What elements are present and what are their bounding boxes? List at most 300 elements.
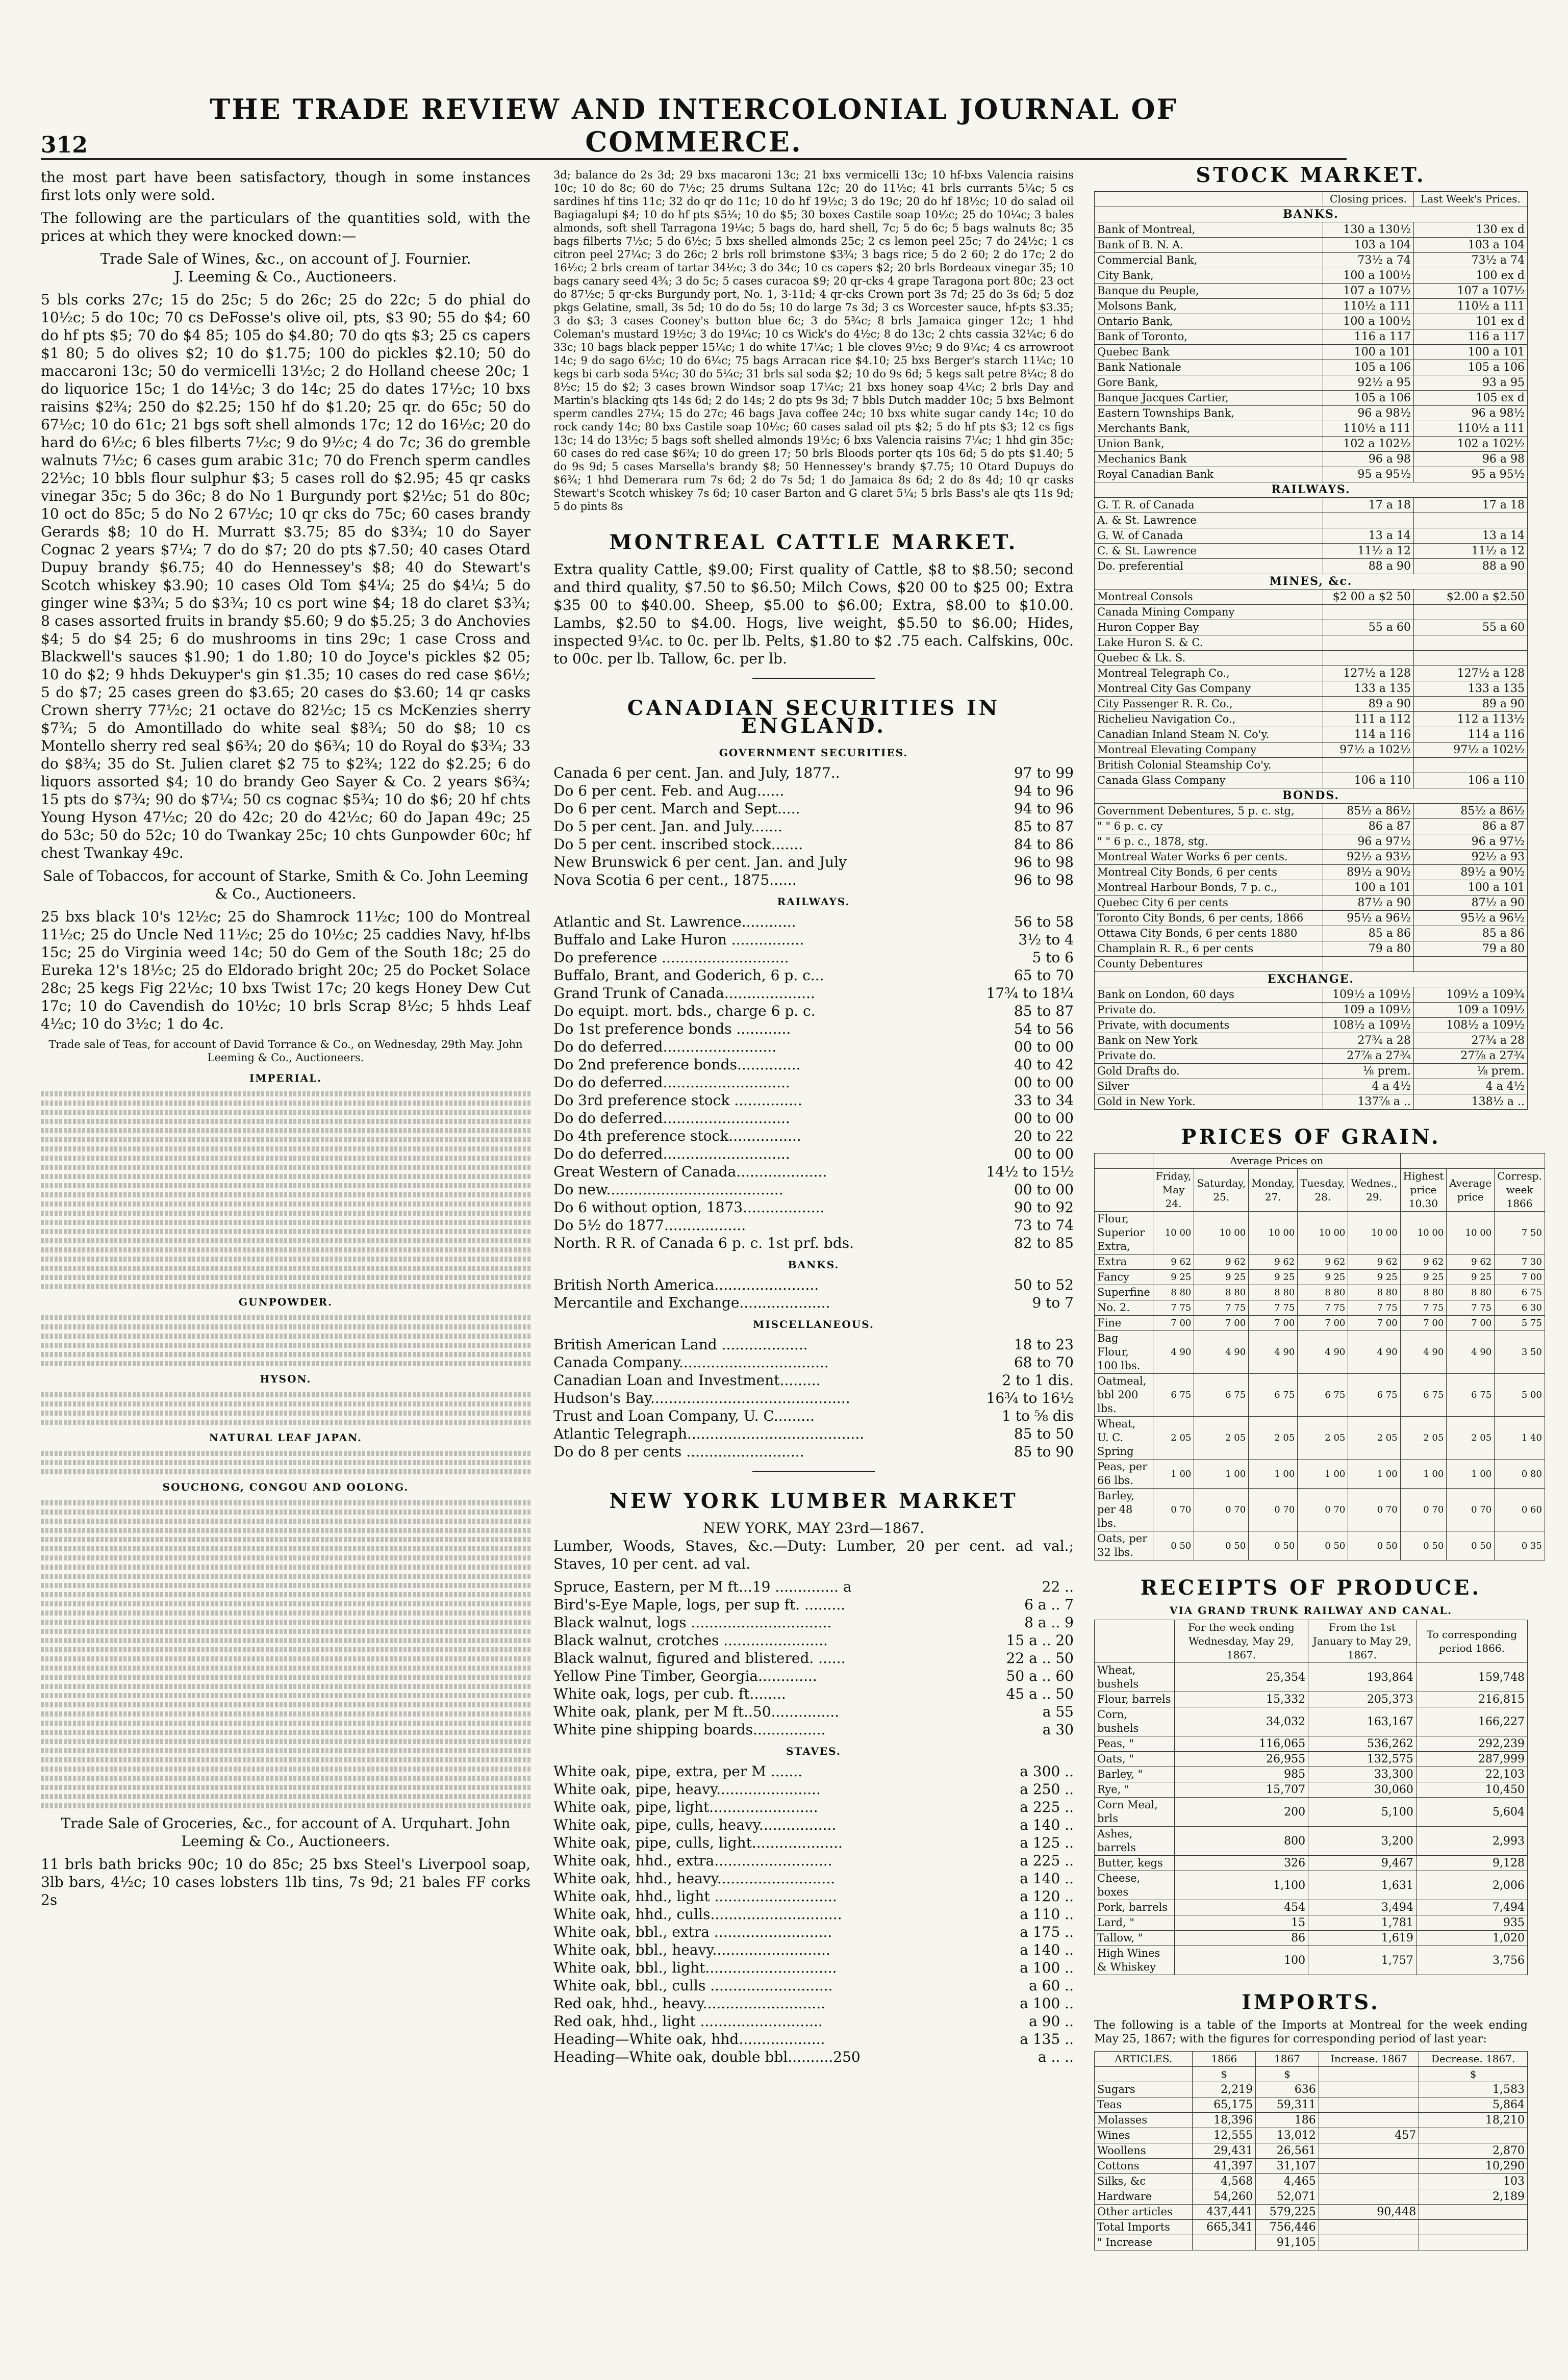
price-row-value: 20 to 22 — [1014, 1128, 1074, 1144]
price-row-value: 16¾ to 16½ — [986, 1390, 1074, 1406]
price-row-name: Great Western of Canada.................... — [553, 1163, 827, 1180]
grain-prices-heading: PRICES OF GRAIN. — [1181, 1125, 1441, 1149]
grain-value: 7 50 — [1495, 1212, 1545, 1255]
receipts-name: Peas, " — [1095, 1736, 1175, 1752]
stock-name: Eastern Townships Bank, — [1095, 406, 1323, 421]
imports-value: 636 — [1256, 2082, 1319, 2097]
page-number: 312 — [41, 132, 88, 158]
stock-market-heading: STOCK MARKET. — [1196, 163, 1426, 187]
receipts-value: 454 — [1174, 1900, 1308, 1915]
receipts-value: 116,065 — [1174, 1736, 1308, 1752]
price-row — [553, 817, 1074, 835]
stock-name: Lake Huron S. & C. — [1095, 635, 1323, 651]
groceries-sale-title: Trade Sale of Groceries, &c., for account of A. Urquhart. John Leeming & Co., Auctioneers. — [61, 1815, 511, 1850]
grain-value: 6 75 — [1153, 1374, 1194, 1417]
price-row-value: 56 to 58 — [1014, 913, 1074, 930]
imports-name: Teas — [1095, 2097, 1193, 2113]
stock-market-table — [1094, 191, 1528, 1110]
grain-col-header: Monday, 27. — [1249, 1169, 1298, 1212]
stock-closing: 96 a 97½ — [1323, 834, 1414, 850]
grain-value: 6 30 — [1495, 1300, 1545, 1316]
grain-value: 7 00 — [1249, 1316, 1298, 1331]
price-row — [553, 1443, 1074, 1461]
price-row-value: 94 to 96 — [1014, 782, 1074, 799]
grain-value: 6 75 — [1298, 1374, 1348, 1417]
price-row-name: Nova Scotia 6 per cent., 1875...... — [553, 872, 797, 888]
receipts-col-header: For the week ending Wednesday, May 29, 1867. — [1174, 1620, 1308, 1663]
price-row — [553, 1762, 1074, 1780]
receipts-value: 132,575 — [1308, 1752, 1417, 1767]
table-row — [1095, 498, 1528, 513]
price-row-value: 33 to 34 — [1014, 1092, 1074, 1109]
stock-section-title: EXCHANGE. — [1095, 972, 1528, 987]
imports-heading: IMPORTS. — [1242, 1990, 1380, 2014]
stock-last: 79 a 80 — [1413, 941, 1527, 957]
receipts-value: 1,619 — [1308, 1931, 1417, 1946]
stock-closing: 92½ a 95 — [1323, 375, 1414, 391]
stock-last: 127½ a 128 — [1413, 666, 1527, 681]
grain-value: 2 05 — [1249, 1417, 1298, 1460]
table-row — [1095, 253, 1528, 268]
price-row-name: Do 6 without option, 1873.................. — [553, 1199, 825, 1216]
price-row — [553, 1091, 1074, 1109]
stock-name: " " 6 p. c. cy — [1095, 819, 1323, 834]
grain-name: Flour, Superior Extra, — [1095, 1212, 1153, 1255]
price-row — [553, 984, 1074, 1002]
grain-value: 0 70 — [1447, 1489, 1495, 1531]
price-row-value: 50 a .. 60 — [1006, 1668, 1074, 1684]
teas-sale-title: Trade sale of Teas, for account of David Torrance & Co., on Wednesday, 29th May. John Leeming & Co., Auctioneers. — [48, 1038, 523, 1064]
stock-name: A. & St. Lawrence — [1095, 513, 1323, 528]
stock-closing: 137⅞ a .. — [1323, 1094, 1414, 1110]
receipts-value: 3,200 — [1308, 1827, 1417, 1856]
table-row — [1095, 544, 1528, 559]
stock-last: 27¾ a 28 — [1413, 1033, 1527, 1048]
receipts-value: 159,748 — [1416, 1663, 1527, 1692]
receipts-name: Pork, barrels — [1095, 1900, 1175, 1915]
lumber-list — [553, 1578, 1074, 1738]
table-row — [1095, 834, 1528, 850]
price-row — [553, 871, 1074, 889]
grain-value: 4 90 — [1348, 1331, 1400, 1374]
imports-col-header: Increase. 1867 — [1319, 2052, 1419, 2067]
grain-value: 8 80 — [1447, 1285, 1495, 1300]
price-row-name: Do equipt. mort. bds., charge 6 p. c. — [553, 1003, 816, 1019]
receipts-value: 33,300 — [1308, 1767, 1417, 1782]
price-row-name: Spruce, Eastern, per M ft...19 .............. a — [553, 1578, 852, 1595]
grain-col-header: Saturday, 25. — [1194, 1169, 1249, 1212]
stock-name: Montreal City Gas Company — [1095, 681, 1323, 697]
stock-name: Royal Canadian Bank — [1095, 467, 1323, 482]
price-row-value: 85 to 87 — [1014, 818, 1074, 835]
stock-closing: 102 a 102½ — [1323, 437, 1414, 452]
price-row — [553, 1905, 1074, 1923]
price-row — [553, 1163, 1074, 1181]
price-row-name: White oak, plank, per M ft..50............... — [553, 1703, 840, 1720]
receipts-value: 163,167 — [1308, 1707, 1417, 1736]
table-row — [1095, 1663, 1528, 1692]
receipts-value: 1,020 — [1416, 1931, 1527, 1946]
grain-value: 9 25 — [1298, 1270, 1348, 1285]
imports-value — [1319, 2159, 1419, 2174]
grain-value: 7 00 — [1400, 1316, 1447, 1331]
price-row-value: 73 to 74 — [1014, 1217, 1074, 1234]
price-row-name: White oak, logs, per cub. ft........ — [553, 1685, 786, 1702]
stock-name: Government Debentures, 5 p. c. stg, — [1095, 804, 1323, 819]
grain-value: 6 75 — [1447, 1374, 1495, 1417]
receipts-value: 30,060 — [1308, 1782, 1417, 1798]
price-row-value: a 140 .. — [1020, 1941, 1074, 1958]
receipts-value: 216,815 — [1416, 1692, 1527, 1707]
price-row-name: White oak, bbl., heavy.......................... — [553, 1941, 830, 1958]
table-row — [1095, 452, 1528, 467]
stock-closing — [1323, 605, 1414, 620]
receipts-value: 166,227 — [1416, 1707, 1527, 1736]
table-row — [1095, 467, 1528, 482]
imports-summary-row — [1095, 2235, 1528, 2250]
table-row — [1095, 850, 1528, 865]
stock-last: 86 a 87 — [1413, 819, 1527, 834]
imports-value: 457 — [1319, 2128, 1419, 2143]
price-row-value: a 55 — [1042, 1703, 1074, 1720]
grain-value: 0 70 — [1194, 1489, 1249, 1531]
receipts-value: 800 — [1174, 1827, 1308, 1856]
table-row — [1095, 1417, 1545, 1460]
stock-section-row — [1095, 207, 1528, 222]
price-row-value: 18 to 23 — [1014, 1336, 1074, 1353]
grain-value: 7 00 — [1298, 1316, 1348, 1331]
imports-summary-value — [1319, 2220, 1419, 2235]
stock-name: Private do. — [1095, 1003, 1323, 1018]
stock-last: 13 a 14 — [1413, 528, 1527, 544]
receipts-name: Corn Meal, brls — [1095, 1798, 1175, 1827]
price-row-value: 65 to 70 — [1014, 967, 1074, 984]
imports-name: Cottons — [1095, 2159, 1193, 2174]
receipts-name: Tallow, " — [1095, 1931, 1175, 1946]
stock-name: Gore Bank, — [1095, 375, 1323, 391]
price-row-value: 85 to 90 — [1014, 1443, 1074, 1460]
grain-value: 1 00 — [1447, 1460, 1495, 1489]
table-row — [1095, 2143, 1528, 2159]
grain-value: 7 75 — [1194, 1300, 1249, 1316]
receipts-value: 26,955 — [1174, 1752, 1308, 1767]
stock-name: Montreal City Bonds, 6 per cents — [1095, 865, 1323, 880]
stock-closing: 89½ a 90½ — [1323, 865, 1414, 880]
grain-value: 6 75 — [1348, 1374, 1400, 1417]
table-row — [1095, 1374, 1545, 1417]
stock-name: Montreal Elevating Company — [1095, 743, 1323, 758]
receipts-value: 3,494 — [1308, 1900, 1417, 1915]
stock-last: 89½ a 90½ — [1413, 865, 1527, 880]
price-row-name: Atlantic Telegraph....................................... — [553, 1425, 865, 1442]
table-row — [1095, 880, 1528, 895]
price-row-name: White oak, bbl., extra .......................... — [553, 1924, 832, 1940]
stock-closing: 130 a 130½ — [1323, 222, 1414, 238]
stock-last — [1413, 605, 1527, 620]
grain-value: 6 75 — [1194, 1374, 1249, 1417]
grain-value: 7 00 — [1348, 1316, 1400, 1331]
grain-value: 8 80 — [1249, 1285, 1298, 1300]
stock-closing: 100 a 101 — [1323, 345, 1414, 360]
price-row-name: White oak, pipe, light........................ — [553, 1799, 818, 1815]
imports-summary-value: 756,446 — [1256, 2220, 1319, 2235]
imperial-heading: IMPERIAL. — [249, 1072, 322, 1084]
stock-last: 107 a 107½ — [1413, 284, 1527, 299]
stock-name: Private, with documents — [1095, 1018, 1323, 1033]
stock-closing: 127½ a 128 — [1323, 666, 1414, 681]
stock-closing: 100 a 100½ — [1323, 314, 1414, 329]
imports-summary-row — [1095, 2220, 1528, 2235]
table-row — [1095, 1316, 1545, 1331]
stock-closing: 103 a 104 — [1323, 238, 1414, 253]
stock-closing: 108½ a 109½ — [1323, 1018, 1414, 1033]
table-row — [1095, 1003, 1528, 1018]
imports-value — [1319, 2097, 1419, 2113]
imports-value: 52,071 — [1256, 2189, 1319, 2205]
price-row — [553, 1780, 1074, 1798]
table-row — [1095, 1212, 1545, 1255]
price-row — [553, 853, 1074, 871]
table-row — [1095, 681, 1528, 697]
stock-last: 95 a 95½ — [1413, 467, 1527, 482]
grain-value: 0 50 — [1447, 1531, 1495, 1560]
price-row — [553, 1685, 1074, 1703]
table-row — [1095, 2097, 1528, 2113]
stock-section-row — [1095, 482, 1528, 498]
grain-value: 1 00 — [1348, 1460, 1400, 1489]
price-row-value: 9 to 7 — [1032, 1294, 1074, 1311]
stock-name: Bank Nationale — [1095, 360, 1323, 375]
receipts-value: 205,373 — [1308, 1692, 1417, 1707]
receipts-value: 7,494 — [1416, 1900, 1527, 1915]
imports-table — [1094, 2051, 1528, 2250]
receipts-col-header: From the 1st January to May 29, 1867. — [1308, 1620, 1417, 1663]
receipts-value: 22,103 — [1416, 1767, 1527, 1782]
stock-name: G. W. of Canada — [1095, 528, 1323, 544]
table-row — [1095, 1736, 1528, 1752]
stock-closing: 110½ a 111 — [1323, 299, 1414, 314]
price-row-value: 82 to 85 — [1014, 1235, 1074, 1251]
stock-last: 73½ a 74 — [1413, 253, 1527, 268]
stock-closing: 116 a 117 — [1323, 329, 1414, 345]
stock-name: Montreal Consols — [1095, 590, 1323, 605]
stock-name: Do. preferential — [1095, 559, 1323, 574]
receipts-value: 1,757 — [1308, 1946, 1417, 1975]
price-row-name: Yellow Pine Timber, Georgia............. — [553, 1668, 817, 1684]
stock-col-closing: Closing prices. — [1323, 192, 1414, 207]
price-row — [553, 1703, 1074, 1721]
grain-value: 4 90 — [1194, 1331, 1249, 1374]
imports-summary-value — [1193, 2235, 1256, 2250]
stock-name: Molsons Bank, — [1095, 299, 1323, 314]
receipts-value: 100 — [1174, 1946, 1308, 1975]
stock-name: Bank of B. N. A. — [1095, 238, 1323, 253]
table-row — [1095, 2174, 1528, 2189]
grain-value: 7 75 — [1348, 1300, 1400, 1316]
price-row-name: Do 4th preference stock................ — [553, 1128, 801, 1144]
misc-list — [553, 1336, 1074, 1461]
grain-value: 0 60 — [1495, 1489, 1545, 1531]
price-row-name: Do 1st preference bonds ............ — [553, 1020, 791, 1037]
stock-closing: 85 a 86 — [1323, 926, 1414, 941]
table-row — [1095, 437, 1528, 452]
stock-closing: $2 00 a $2 50 — [1323, 590, 1414, 605]
stock-name: Montreal Telegraph Co., — [1095, 666, 1323, 681]
table-row — [1095, 421, 1528, 437]
stock-closing: 85½ a 86½ — [1323, 804, 1414, 819]
price-row — [553, 764, 1074, 782]
stock-last: 92½ a 93 — [1413, 850, 1527, 865]
price-row-name: White oak, hhd., heavy.......................... — [553, 1870, 836, 1887]
price-row-value: 90 to 92 — [1014, 1199, 1074, 1216]
stock-closing: 73½ a 74 — [1323, 253, 1414, 268]
price-row-name: Grand Trunk of Canada.................... — [553, 985, 815, 1002]
grain-value: 7 75 — [1153, 1300, 1194, 1316]
stock-col-last: Last Week's Prices. — [1413, 192, 1527, 207]
receipts-value: 536,262 — [1308, 1736, 1417, 1752]
price-row-name: Do preference ............................ — [553, 949, 789, 966]
table-row — [1095, 1064, 1528, 1079]
stock-name: City Passenger R. R. Co., — [1095, 697, 1323, 712]
stock-name: Silver — [1095, 1079, 1323, 1094]
stock-last: 103 a 104 — [1413, 238, 1527, 253]
grain-name: No. 2. — [1095, 1300, 1153, 1316]
price-row-name: Red oak, hhd., heavy........................... — [553, 1995, 826, 2012]
grain-value: 2 05 — [1194, 1417, 1249, 1460]
table-row — [1095, 1079, 1528, 1094]
stock-closing: 109 a 109½ — [1323, 1003, 1414, 1018]
price-row-value: a 110 .. — [1020, 1906, 1074, 1923]
imports-value: 13,012 — [1256, 2128, 1319, 2143]
imports-value: 103 — [1419, 2174, 1528, 2189]
grain-value: 1 00 — [1298, 1460, 1348, 1489]
table-row — [1095, 1094, 1528, 1110]
imports-summary-value — [1419, 2235, 1528, 2250]
receipts-name: Corn, bushels — [1095, 1707, 1175, 1736]
stock-last: 109½ a 109¾ — [1413, 987, 1527, 1003]
price-row-value: 00 to 00 — [1014, 1181, 1074, 1198]
stock-last: 110½ a 111 — [1413, 299, 1527, 314]
price-row-value: 85 to 87 — [1014, 1003, 1074, 1019]
stock-section-row — [1095, 972, 1528, 987]
lumber-market-heading: NEW YORK LUMBER MARKET — [609, 1489, 1018, 1513]
staves-heading: STAVES. — [786, 1745, 841, 1757]
table-row — [1095, 1255, 1545, 1270]
price-row-value: 84 to 86 — [1014, 836, 1074, 853]
grain-name: Barley, per 48 lbs. — [1095, 1489, 1153, 1531]
tobacco-sale-title: Sale of Tobaccos, for account of Starke, Smith & Co. John Leeming & Co., Auctioneers. — [43, 867, 528, 902]
stock-section-title: RAILWAYS. — [1095, 482, 1528, 498]
price-row-value: 3½ to 4 — [1018, 931, 1074, 948]
price-row-value: 00 to 00 — [1014, 1145, 1074, 1162]
price-row — [553, 1038, 1074, 1056]
price-row-value: 50 to 52 — [1014, 1276, 1074, 1293]
price-row-value: a 300 .. — [1020, 1763, 1074, 1780]
table-row — [1095, 222, 1528, 238]
tobacco-sale-body: 25 bxs black 10's 12½c; 25 do Shamrock 11½c; 100 do Montreal 11½c; 25 do Uncle Ned 11½c; 25 do 10½c; 25 caddies Navy, hf-lbs 15c; 25 do Virginia weed 14c; 50 do Gem of the South 18c; 25 do Eureka 12's 18½c; 25 do Eldorado bright 20c; 25 do Pocket Solace 28c; 25 kegs Fig 22½c; 10 bxs Twist 17c; 20 kegs Honey Dew Cut 17c; 10 do Cavendish do 10½c; 10 brls Scrap 8½c; 5 hhds Leaf 4½c; 10 do 3½c; 1 do 4c. — [41, 908, 530, 1032]
stock-name: Quebec Bank — [1095, 345, 1323, 360]
grain-value: 4 90 — [1400, 1331, 1447, 1374]
imports-col-header: Decrease. 1867. — [1419, 2052, 1528, 2067]
price-row — [553, 949, 1074, 966]
price-row-name: Red oak, hhd., light ........................... — [553, 2013, 823, 2030]
price-row-name: Hudson's Bay............................................ — [553, 1390, 850, 1406]
grain-value: 0 70 — [1153, 1489, 1194, 1531]
imports-value — [1319, 2113, 1419, 2128]
grain-value: 10 00 — [1348, 1212, 1400, 1255]
stock-last — [1413, 513, 1527, 528]
table-row — [1095, 2189, 1528, 2205]
imports-value — [1419, 2128, 1528, 2143]
grain-value: 10 00 — [1298, 1212, 1348, 1255]
price-row-value: a 90 .. — [1029, 2013, 1074, 2030]
imports-unit: $ — [1193, 2067, 1256, 2082]
table-row — [1095, 620, 1528, 635]
stock-name: G. T. R. of Canada — [1095, 498, 1323, 513]
stock-name: Quebec & Lk. S. — [1095, 651, 1323, 666]
price-row-name: Buffalo and Lake Huron ................ — [553, 931, 804, 948]
stock-last: 95½ a 96½ — [1413, 911, 1527, 926]
stock-closing: 95 a 95½ — [1323, 467, 1414, 482]
receipts-value: 15,332 — [1174, 1692, 1308, 1707]
price-row-value: 00 to 00 — [1014, 1074, 1074, 1091]
stock-last: 17 a 18 — [1413, 498, 1527, 513]
receipts-value: 200 — [1174, 1798, 1308, 1827]
grain-value: 2 05 — [1447, 1417, 1495, 1460]
stock-closing: 107 a 107½ — [1323, 284, 1414, 299]
gunpowder-heading: GUNPOWDER. — [239, 1296, 333, 1308]
stock-name: British Colonial Steamship Co'y. — [1095, 758, 1323, 773]
imports-value: 54,260 — [1193, 2189, 1256, 2205]
table-row — [1095, 987, 1528, 1003]
stock-name: " " 6 p. c., 1878, stg. — [1095, 834, 1323, 850]
price-row — [553, 1216, 1074, 1234]
grain-value: 0 80 — [1495, 1460, 1545, 1489]
receipts-value: 5,604 — [1416, 1798, 1527, 1827]
imports-unit: $ — [1256, 2067, 1319, 2082]
stock-closing: 96 a 98 — [1323, 452, 1414, 467]
price-row-value: a 120 .. — [1020, 1888, 1074, 1905]
receipts-value: 15 — [1174, 1915, 1308, 1931]
grain-value: 7 30 — [1495, 1255, 1545, 1270]
stock-closing: 87½ a 90 — [1323, 895, 1414, 911]
price-row-value: 22 a .. 50 — [1006, 1650, 1074, 1667]
imports-value: 437,441 — [1193, 2205, 1256, 2220]
grain-value: 7 00 — [1447, 1316, 1495, 1331]
stock-name: Ottawa City Bonds, 6 per cents 1880 — [1095, 926, 1323, 941]
price-row-name: Atlantic and St. Lawrence............ — [553, 913, 796, 930]
price-row-name: North. R R. of Canada 6 p. c. 1st prf. bds. — [553, 1235, 854, 1251]
stock-last: 105 ex d — [1413, 391, 1527, 406]
table-row — [1095, 345, 1528, 360]
japan-heading: NATURAL LEAF JAPAN. — [209, 1431, 363, 1444]
price-row-name: Do 5 per cent. Jan. and July....... — [553, 818, 782, 835]
stock-last: 105 a 106 — [1413, 360, 1527, 375]
stock-last: 87½ a 90 — [1413, 895, 1527, 911]
grain-value: 6 75 — [1495, 1285, 1545, 1300]
stock-closing: 27¾ a 28 — [1323, 1033, 1414, 1048]
grain-value: 0 35 — [1495, 1531, 1545, 1560]
table-row — [1095, 895, 1528, 911]
imports-value — [1319, 2143, 1419, 2159]
receipts-value: 193,864 — [1308, 1663, 1417, 1692]
intro-paragraph: the most part have been satisfactory, though in some instances first lots only were sold. — [41, 169, 530, 203]
imports-col-header: 1866 — [1193, 2052, 1256, 2067]
price-row-name: White oak, hhd., extra.......................... — [553, 1852, 832, 1869]
table-row — [1095, 513, 1528, 528]
grain-value: 6 75 — [1400, 1374, 1447, 1417]
grain-name: Oatmeal, bbl 200 lbs. — [1095, 1374, 1153, 1417]
